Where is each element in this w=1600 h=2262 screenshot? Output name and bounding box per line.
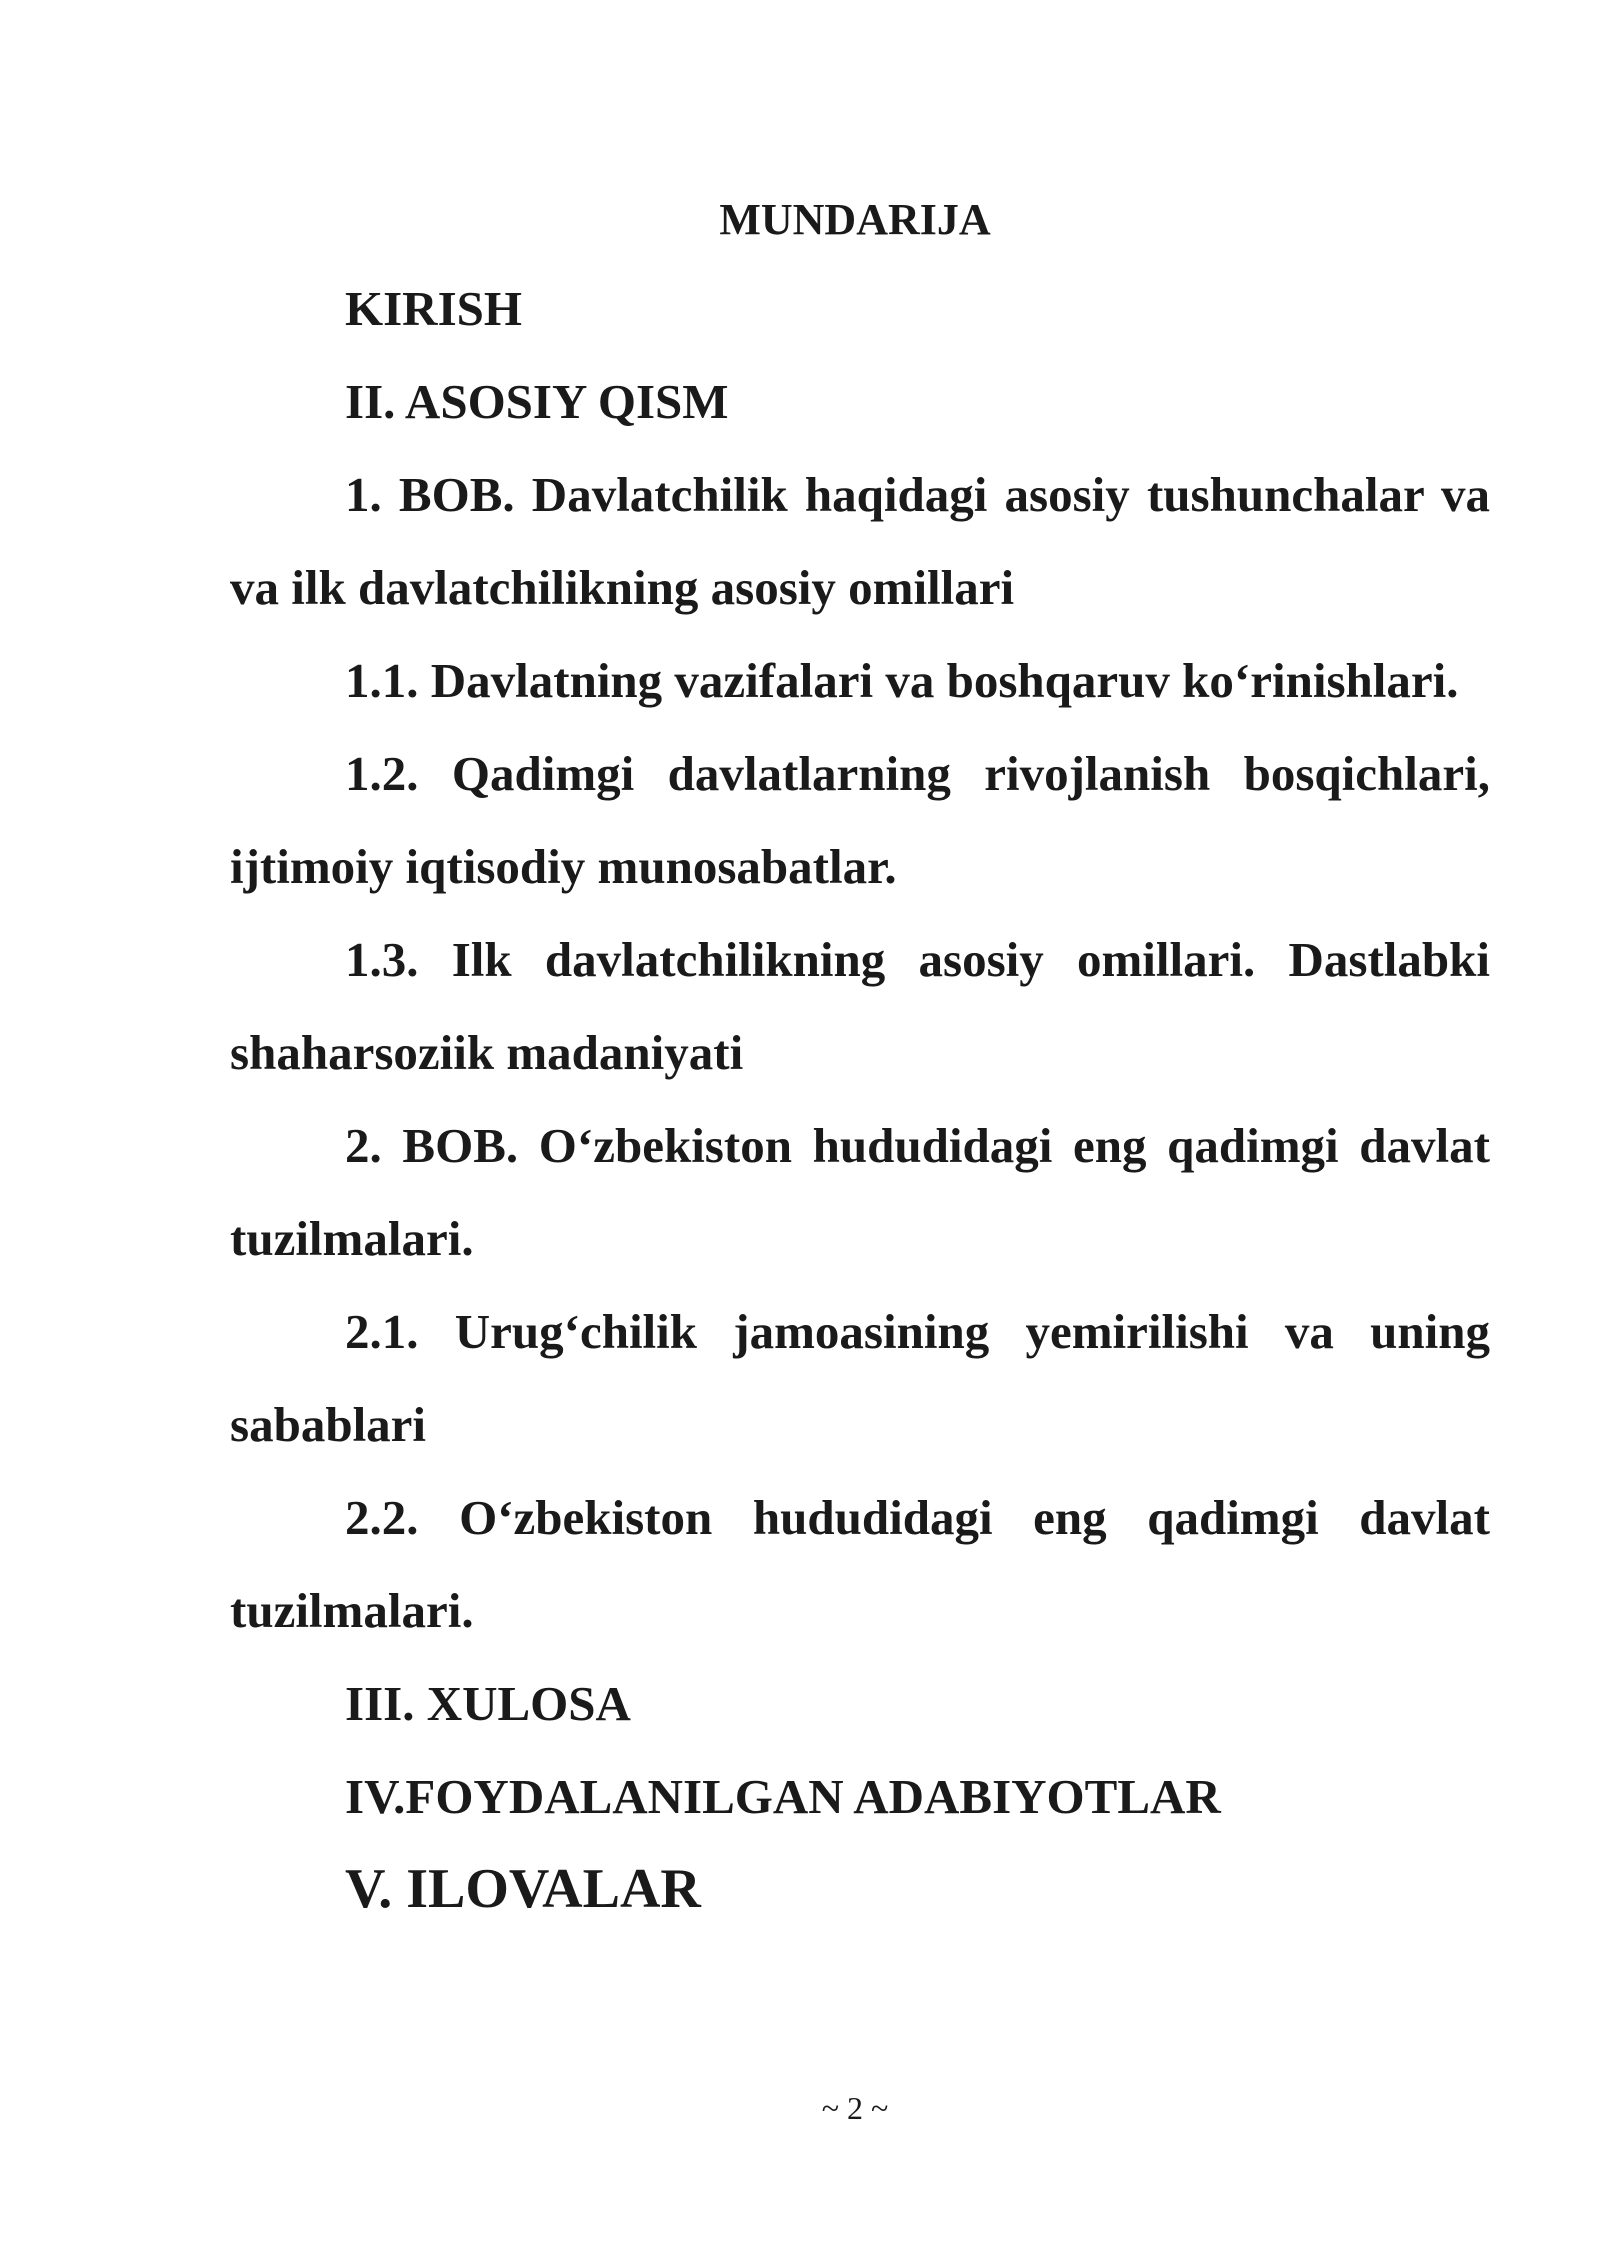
toc-item-2-1: 2.1. Urug‘chilik jamoasining yemirilishi va uning sabablari — [230, 1304, 1490, 1452]
toc-item-adabiyotlar: IV.FOYDALANILGAN ADABIYOTLAR — [345, 1769, 1221, 1824]
toc-item-bob-2: 2. BOB. O‘zbekiston hududidagi eng qadimgi davlat tuzilmalari. — [230, 1118, 1490, 1266]
page-number: ~ 2 ~ — [821, 2090, 889, 2126]
toc-item-2-2: 2.2. O‘zbekiston hududidagi eng qadimgi davlat tuzilmalari. — [230, 1490, 1490, 1638]
toc-item-1-2: 1.2. Qadimgi davlatlarning rivojlanish bosqichlari, ijtimoiy iqtisodiy munosabatlar. — [230, 746, 1490, 894]
table-of-contents — [230, 262, 1490, 1936]
toc-item-1-1: 1.1. Davlatning vazifalari va boshqaruv ko‘rinishlari. — [345, 653, 1459, 708]
page-title: MUNDARIJA — [719, 195, 991, 244]
toc-item-bob-1: 1. BOB. Davlatchilik haqidagi asosiy tushunchalar va va ilk davlatchilikning asosiy omillari — [230, 467, 1490, 615]
toc-item-1-3: 1.3. Ilk davlatchilikning asosiy omillari. Dastlabki shaharsoziik madaniyati — [230, 932, 1490, 1080]
toc-item-ilovalar: V. ILOVALAR — [345, 1858, 701, 1920]
toc-item-asosiy-qism: II. ASOSIY QISM — [345, 374, 729, 429]
toc-item-xulosa: III. XULOSA — [345, 1676, 631, 1731]
toc-item-kirish: KIRISH — [345, 281, 523, 336]
